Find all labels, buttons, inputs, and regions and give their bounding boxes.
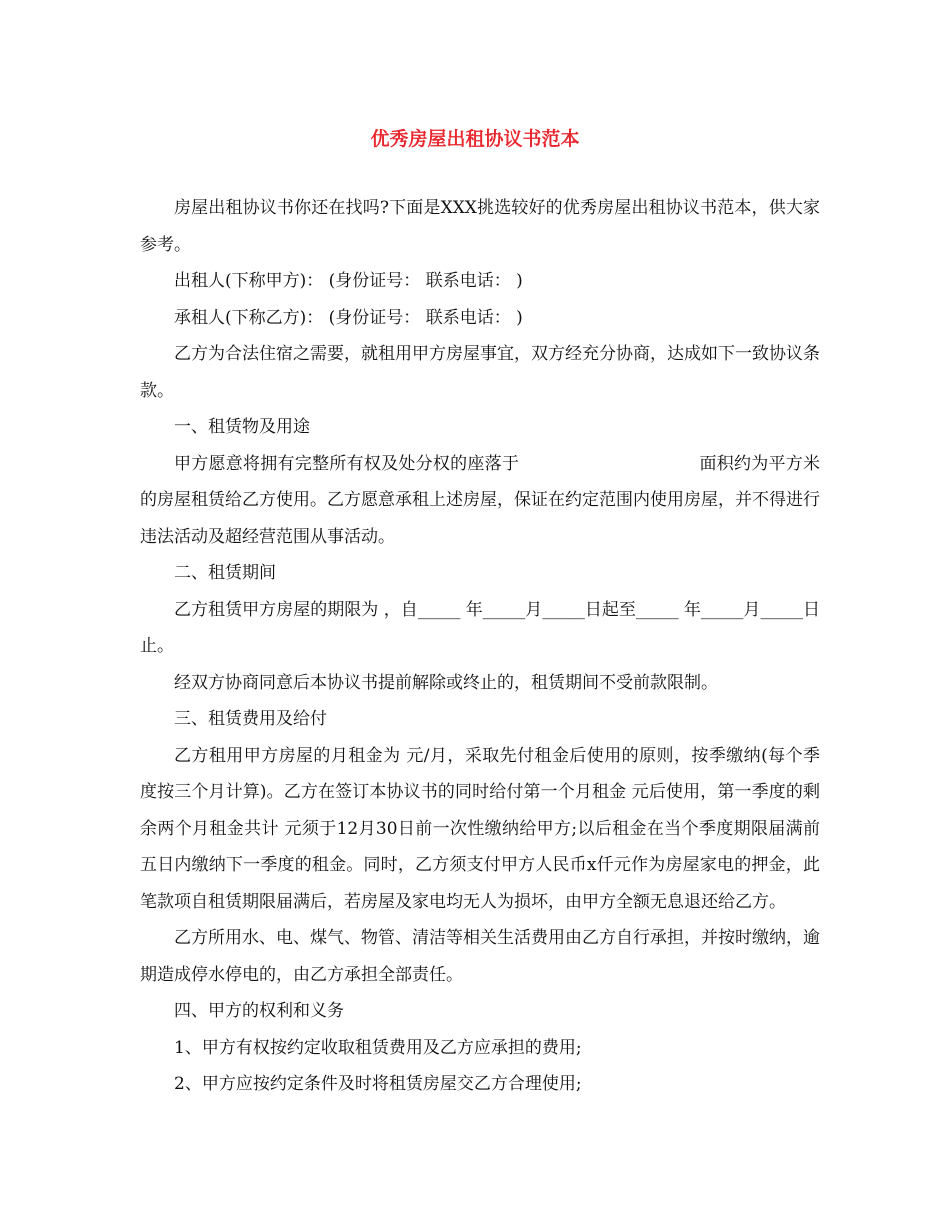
- purpose-paragraph: 乙方为合法住宿之需要，就租用甲方房屋事宜，双方经充分协商，达成如下一致协议条款。: [140, 344, 820, 401]
- section-heading-4: 四、甲方的权利和义务: [174, 1001, 344, 1021]
- early-termination-paragraph: 经双方协商同意后本协议书提前解除或终止的，租赁期间不受前款限制。: [174, 672, 718, 693]
- property-area-text: 面积约为平方米的房屋租赁给乙方使用。乙方愿意承租上述房屋，保证在约定范围内使用房屋，并不得进行违法活动及超经营范围从事活动。: [140, 453, 821, 547]
- property-location-text: 甲方愿意将拥有完整所有权及处分权的座落于: [174, 453, 520, 474]
- section-heading-2: 二、租赁期间: [174, 563, 276, 583]
- lessee-line: 承租人(下称乙方)： (身份证号： 联系电话： ): [174, 307, 523, 328]
- rent-payment-paragraph: 乙方租用甲方房屋的月租金为 元/月，采取先付租金后使用的原则，按季缴纳(每个季度按三个月计算)。乙方在签订本协议书的同时给付第一个月租金 元后使用，第一季度的剩余两个月租金共计 元须于12月30日前一次性缴纳给甲方;以后租金在当个季度期限届满前五日内缴纳下一季度的租金。同时，乙方须支付甲方人民币x仟元作为房屋家电的押金，此笔款项自租赁期限届满后，若房屋及家电均无人为损坏，由甲方全额无息退还给乙方。: [140, 745, 820, 912]
- section-heading-3: 三、租赁费用及给付: [174, 709, 327, 729]
- utilities-paragraph: 乙方所用水、电、煤气、物管、清洁等相关生活费用由乙方自行承担，并按时缴纳，逾期造成停水停电的，由乙方承担全部责任。: [140, 928, 820, 985]
- lessor-line: 出租人(下称甲方)： (身份证号： 联系电话： ): [174, 271, 523, 291]
- section-heading-1: 一、租赁物及用途: [174, 417, 310, 437]
- lessor-right-1: 1、甲方有权按约定收取租赁费用及乙方应承担的费用;: [174, 1037, 582, 1058]
- document-title: 优秀房屋出租协议书范本: [370, 128, 580, 150]
- intro-paragraph: 房屋出租协议书你还在找吗?下面是XXX挑选较好的优秀房屋出租协议书范本，供大家参考。: [140, 198, 820, 255]
- property-paragraph: [140, 446, 820, 556]
- lease-term-paragraph: 乙方租赁甲方房屋的期限为 ，自_____ 年_____月_____日起至_____ 年_____月_____日止。: [140, 599, 820, 656]
- lessor-right-2: 2、甲方应按约定条件及时将租赁房屋交乙方合理使用;: [174, 1074, 582, 1094]
- document-body: [140, 190, 820, 1103]
